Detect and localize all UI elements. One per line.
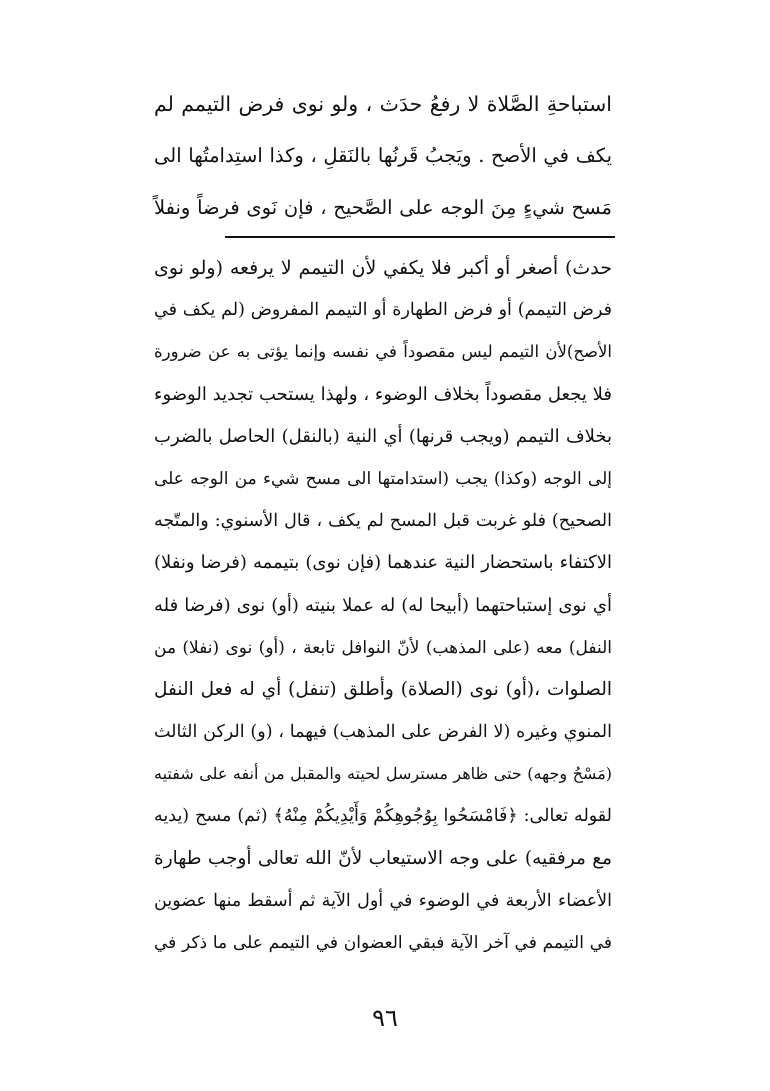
commentary-line: المنوي وغيره (لا الفرض على المذهب) فيهما ، (و) الركن الثالث [154,722,612,743]
commentary-line: بخلاف التيمم (ويجب قرنها) أي النية (بالنقل) الحاصل بالضرب [154,425,612,447]
commentary-line: الأصح)لأن التيمم ليس مقصوداً في نفسه وإنما يؤتى به عن ضرورة [154,342,612,362]
commentary-line: لقوله تعالى: ﴿فَامْسَحُوا بِوُجُوهِكُمْ وَأَيْدِيكُمْ مِنْهُ﴾ (ثم) مسح (يديه [154,806,612,827]
commentary-line: فرض التيمم) أو فرض الطهارة أو التيمم المفروض (لم يكف في [154,300,612,321]
commentary-line: في التيمم في آخر الآية فبقي العضوان في التيمم على ما ذكر في [154,933,612,953]
commentary-line: أي نوى إستباحتهما (أبيحا له) له عملا بنيته (أو) نوى (فرضا فله [154,594,612,616]
page-number: ٩٦ [372,1004,398,1032]
commentary-line: فلا يجعل مقصوداً بخلاف الوضوء ، ولهذا يستحب تجديد الوضوء [154,383,612,405]
commentary-line: الاكتفاء باستحضار النية عندهما (فإن نوى) بتيممه (فرضا ونفلا) [154,552,612,574]
main-text [154,78,612,234]
commentary-line: النفل) معه (على المذهب) لأنّ النوافل تابعة ، (أو) نوى (نفلا) من [154,637,612,658]
main-text-line: مَسح شيءٍ مِنَ الوجه على الصَّحيح ، فإن نَوى فرضاً ونفلاً [154,196,612,219]
commentary-line: الصلوات ،(أو) نوى (الصلاة) وأطلق (تنفل) أي له فعل النفل [154,678,612,700]
commentary-line: الصحيح) فلو غربت قبل المسح لم يكف ، قال الأسنوي: والمتّجه [154,511,612,532]
commentary-line: حدث) أصغر أو أكبر فلا يكفي لأن التيمم لا يرفعه (ولو نوى [154,257,612,279]
commentary-line: إلى الوجه (وكذا) يجب (استدامتها الى مسح شيء من الوجه على [154,468,612,489]
text-divider [225,236,615,238]
commentary-line: مع مرفقيه) على وجه الاستيعاب لأنّ الله تعالى أوجب طهارة [154,847,612,869]
main-text-line: يكف في الأصح . ويَجبُ قَرنُها بالنَقلِ ، وكذا استِدامتُها الى [154,144,612,167]
commentary-line: الأعضاء الأربعة في الوضوء في أول الآية ثم أسقط منها عضوين [154,890,612,911]
main-text-line: استباحةِ الصَّلاة لا رفعُ حدَث ، ولو نوى فرض التيمم لم [154,92,612,116]
commentary-line: (مَسْحُ وجهه) حتى ظاهر مسترسل لحيته والمقبل من أنفه على شفتيه [154,764,612,784]
commentary-text [154,247,612,964]
